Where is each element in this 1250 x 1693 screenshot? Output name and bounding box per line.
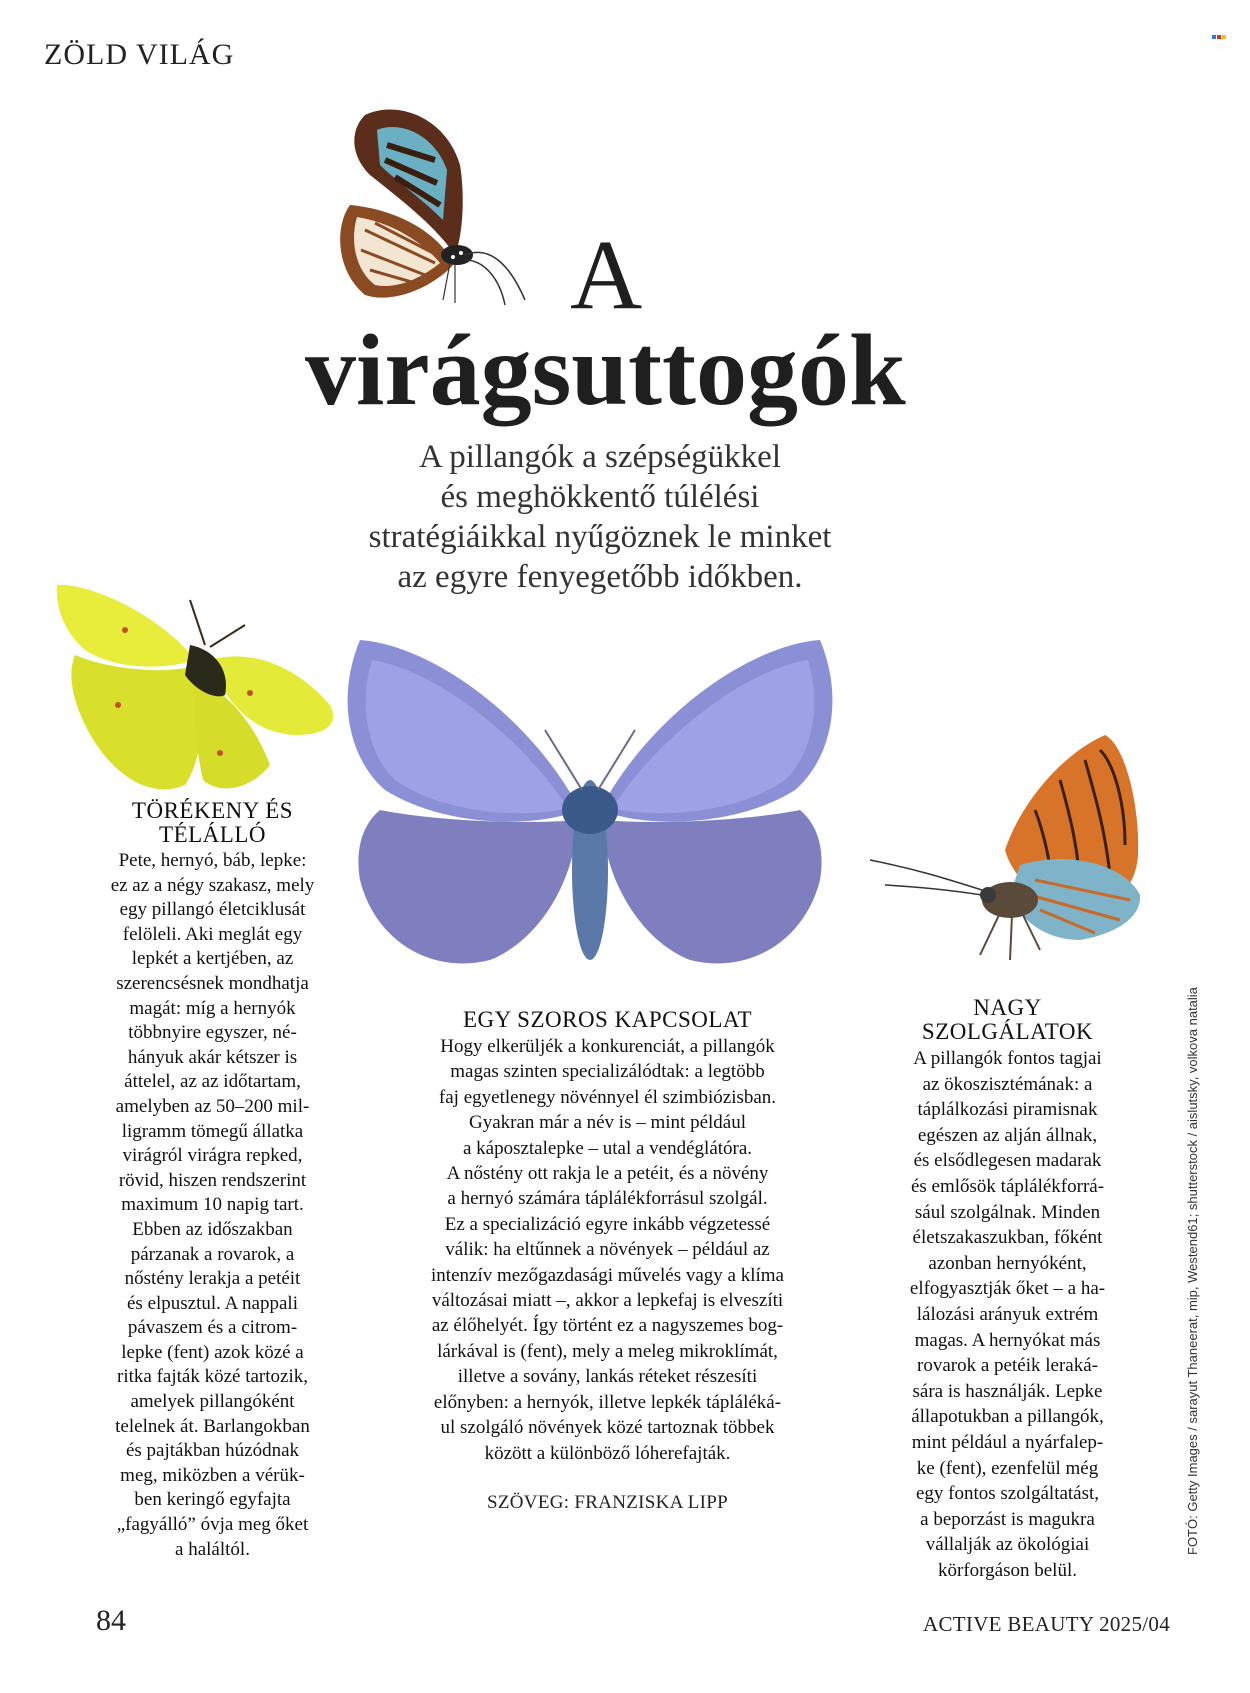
body-line: lepke (fent) azok közé a — [121, 1341, 304, 1363]
body-line: amelyben az 50–200 mil- — [115, 1095, 310, 1117]
body-line: és emlősök táplálékforrá- — [910, 1175, 1105, 1197]
body-line: virágról virágra repked, — [122, 1145, 303, 1167]
body-line: amelyek pillangóként — [130, 1391, 295, 1413]
body-line: sául szolgálnak. Minden — [914, 1201, 1101, 1223]
body-line: lálozási arányuk extrém — [916, 1303, 1099, 1325]
body-line: életszakaszukban, főként — [912, 1227, 1103, 1249]
body-line: faj egyetlenegy növénnyel él szimbiózisban. — [438, 1086, 777, 1108]
body-line: egészen az alján állnak, — [917, 1124, 1098, 1146]
corner-color-mark — [1211, 32, 1226, 42]
body-line: és elpusztul. A nappali — [127, 1292, 298, 1314]
lead-line: stratégiáikkal nyűgöznek le minket — [368, 519, 832, 555]
body-line: „fagyálló” óvja meg őket — [116, 1514, 309, 1536]
title-line-1: A — [570, 219, 643, 330]
body-line: Ez a specializáció egyre inkább végzetessé — [444, 1213, 771, 1235]
body-line: változásai miatt –, akkor a lepkefaj is elveszíti — [431, 1290, 784, 1312]
body-line: az ökoszisztémának: a — [922, 1073, 1093, 1095]
lead-line: és meghökkentő túlélési — [440, 479, 760, 515]
heading-line: TÉLÁLLÓ — [159, 822, 266, 847]
body-line: áttelel, az az időtartam, — [124, 1071, 301, 1093]
page-title: virágsuttogók — [305, 314, 906, 427]
body-line: pávaszem és a citrom- — [127, 1317, 298, 1339]
heading-line: EGY SZOROS KAPCSOLAT — [462, 1007, 753, 1032]
body-line: ez az a négy szakasz, mely — [110, 874, 315, 896]
poplar-admiral-butterfly-image — [870, 735, 1145, 975]
lead-line: az egyre fenyegetőbb időkben. — [397, 559, 803, 595]
body-line: előnyben: a hernyók, illetve lepkék tápláléká- — [433, 1391, 782, 1413]
body-line: többnyire egyszer, né- — [128, 1022, 297, 1044]
article-column-left — [80, 799, 345, 1562]
body-line: ke (fent), ezenfelül még — [916, 1457, 1099, 1479]
body-line: egy fontos szolgáltatást, — [915, 1483, 1100, 1505]
body-line: A pillangók fontos tagjai — [913, 1048, 1102, 1069]
column-heading — [385, 1008, 830, 1032]
blue-common-butterfly-image — [340, 640, 840, 995]
body-line: maximum 10 napig tart. — [121, 1194, 304, 1216]
body-line: magát: míg a hernyók — [129, 997, 296, 1019]
heading-line: NAGY — [973, 995, 1042, 1020]
body-line: illetve a sovány, lankás réteket részesíti — [457, 1366, 758, 1388]
body-line: egy pillangó életciklusát — [119, 899, 306, 921]
body-line: állapotukban a pillangók, — [911, 1406, 1104, 1428]
body-line: válik: ha eltűnnek a növények – például az — [445, 1239, 770, 1261]
body-line: rövid, hiszen rendszerint — [118, 1169, 307, 1191]
body-line: Gyakran már a név is – mint például — [468, 1112, 746, 1134]
body-line: ligramm tömegű állatka — [121, 1120, 304, 1142]
body-line: telelnek át. Barlangokban — [115, 1415, 310, 1437]
body-line: a káposztalepke – utal a vendéglátóra. — [462, 1137, 753, 1159]
lead-paragraph — [330, 437, 870, 597]
body-line: A nőstény ott rakja le a petéit, és a növény — [446, 1163, 769, 1185]
body-line: Ebben az időszakban — [132, 1218, 293, 1240]
body-line: ben keringő egyfajta — [134, 1489, 291, 1511]
blue-tiger-butterfly-image — [325, 105, 535, 305]
column-body — [880, 1046, 1135, 1583]
heading-line: SZOLGÁLATOK — [921, 1019, 1094, 1044]
body-line: Pete, hernyó, báb, lepke: — [118, 850, 307, 871]
body-line: hányuk akár kétszer is — [127, 1046, 298, 1068]
body-line: azonban hernyóként, — [928, 1252, 1087, 1274]
body-line: táplálkozási piramisnak — [917, 1099, 1098, 1121]
section-label: ZÖLD VILÁG — [44, 38, 235, 71]
page-number: 84 — [96, 1604, 126, 1637]
body-line: magas szinten specializálódtak: a legtöbb — [450, 1061, 765, 1083]
body-line: vállalják az ökológiai — [925, 1534, 1090, 1556]
body-line: a hernyó számára táplálékforrásul szolgál. — [447, 1188, 768, 1210]
body-line: magas. A hernyókat más — [914, 1329, 1101, 1351]
body-line: meg, miközben a vérük- — [120, 1464, 305, 1486]
magazine-issue: ACTIVE BEAUTY 2025/04 — [923, 1612, 1170, 1636]
body-line: sára is használják. Lepke — [912, 1380, 1103, 1402]
body-line: rovarok a petéik leraká- — [917, 1355, 1098, 1377]
column-body — [385, 1034, 830, 1466]
body-line: és elsődlegesen madarak — [913, 1150, 1102, 1172]
body-line: ritka fajták közé tartozik, — [117, 1366, 308, 1388]
photo-credit: FOTÓ: Getty Images / sarayut Thaneerat, mip, Westend61; shutterstock / aislutsky, volkova natalia — [1185, 987, 1200, 1555]
body-line: Hogy elkerüljék a konkurenciát, a pillangók — [440, 1036, 775, 1057]
body-line: intenzív mezőgazdasági művelés vagy a klíma — [431, 1264, 784, 1286]
author-byline: SZÖVEG: FRANZISKA LIPP — [487, 1492, 728, 1513]
article-column-right — [880, 996, 1135, 1583]
body-line: elfogyasztják őket – a ha- — [909, 1278, 1106, 1300]
body-line: szerencsésnek mondhatja — [116, 972, 309, 994]
lead-line: A pillangók a szépségükkel — [418, 439, 781, 475]
body-line: a beporzást is magukra — [920, 1508, 1095, 1530]
body-line: felöleli. Aki meglát egy — [122, 923, 303, 945]
body-line: között a különböző lóherefajták. — [484, 1442, 731, 1464]
body-line: lárkával is (fent), mely a meleg mikroklímát, — [437, 1340, 778, 1362]
body-line: mint például a nyárfalep- — [911, 1431, 1104, 1453]
body-line: és pajtákban húzódnak — [125, 1440, 300, 1462]
column-body — [80, 849, 345, 1562]
body-line: párzanak a rovarok, a — [130, 1243, 295, 1265]
body-line: ul szolgáló növények közé tartoznak többek — [440, 1417, 775, 1439]
body-line: a haláltól. — [175, 1538, 250, 1560]
body-line: az élőhelyét. Így történt ez a nagyszemes bog- — [431, 1315, 784, 1337]
column-heading — [880, 996, 1135, 1044]
body-line: lepkét a kertjében, az — [131, 948, 294, 970]
heading-line: TÖRÉKENY ÉS — [131, 798, 294, 823]
article-column-middle — [385, 1008, 830, 1466]
body-line: körforgáson belül. — [938, 1559, 1077, 1581]
body-line: nőstény lerakja a petéit — [124, 1268, 301, 1290]
yellow-brimstone-butterfly-image — [55, 585, 350, 800]
column-heading — [80, 799, 345, 847]
